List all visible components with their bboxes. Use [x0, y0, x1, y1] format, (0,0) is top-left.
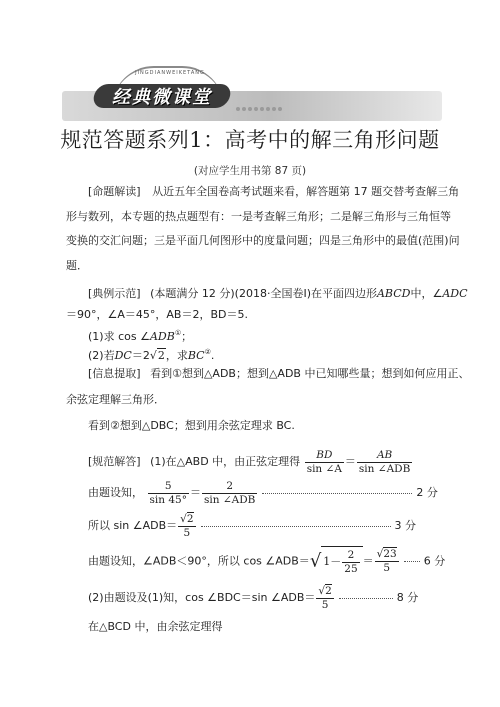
example-question-1	[88, 326, 440, 344]
score-3: 3 分	[394, 519, 417, 532]
solution-text-4: 由题设知，∠ADB＜90°，所以 cos ∠ADB＝	[88, 554, 310, 568]
banner-dots-decoration	[236, 96, 284, 115]
sqrt-value: 2	[325, 584, 332, 597]
fraction-2-over-sin-adb	[202, 480, 257, 507]
q1-text: (1)求 cos ∠	[88, 330, 150, 343]
q1-end: ；	[181, 330, 193, 343]
q2-bc: BC	[187, 349, 205, 362]
example-text-1c: 中，∠	[410, 287, 443, 300]
q2-sqrt: √2	[149, 349, 165, 362]
example-line-2: ＝90°，∠A＝45°，AB＝2，BD＝5.	[66, 308, 248, 321]
fraction-num: √23	[376, 548, 397, 560]
solution-text-2: 由题设知，	[88, 486, 143, 499]
fraction-sqrt2-over-5	[178, 513, 195, 540]
solution-text-3: 所以 sin ∠ADB＝	[88, 519, 178, 532]
score-8: 8 分	[396, 591, 419, 604]
banner-logo: 经典微课堂	[112, 87, 212, 108]
solution-text-5: (2)由题设及(1)知，cos ∠BDC＝sin ∠ADB＝	[88, 591, 316, 604]
q2-end: .	[210, 349, 215, 362]
intro-label: [命题解读]	[88, 185, 141, 198]
solution-label: [规范解答]	[88, 455, 141, 468]
q2-text-a: (2)若	[88, 349, 115, 362]
fraction-den: sin ∠ADB	[358, 462, 411, 475]
example-label: [典例示范]	[88, 287, 141, 300]
sqrt-value: 2	[186, 512, 194, 525]
fraction-den: 5	[383, 562, 391, 574]
solution-line-3	[88, 511, 440, 541]
fraction-num: √2	[180, 512, 194, 525]
q2-marker: ②	[204, 348, 211, 356]
banner-pinyin: JINGDIANWEIKETANG	[135, 70, 205, 76]
fraction-num: 2	[202, 480, 257, 494]
fraction-den: sin ∠ADB	[203, 493, 256, 506]
fraction-den: 5	[183, 526, 191, 539]
info-line-3: 看到②想到△DBC；想到用余弦定理求 BC.	[88, 419, 295, 432]
score-6: 6 分	[423, 554, 446, 568]
equals-sign: ＝	[362, 554, 374, 568]
q2-dc: DC	[114, 349, 132, 362]
fraction-den: 5	[321, 598, 329, 611]
leader-dots	[339, 598, 393, 599]
info-label: [信息提取]	[88, 367, 141, 380]
example-text-1b: ABCD	[376, 287, 411, 300]
fraction-sqrt2-over-5-b	[316, 585, 333, 612]
solution-line-1: [规范解答] (1)在△ABD 中，由正弦定理得 $\frac{BD}{\sin \angle A}$ ＝ $\frac{AB}{\text{sin ∠ADB}}$	[88, 448, 411, 475]
example-text-1d: ADC	[442, 287, 468, 300]
example-line-1	[88, 287, 468, 301]
leader-dots	[262, 493, 412, 494]
solution-line-2: 由题设知， $\frac{5}{\sin 45^\circ}$ ＝ $\frac{2}{\text{sin ∠ADB}}$ 2 分	[88, 479, 438, 506]
sqrt-expr-text: 1－	[323, 555, 342, 568]
fraction-bd-over-sin-a	[305, 449, 344, 476]
solution-text-1: (1)在△ABD 中，由正弦定理得	[150, 455, 301, 468]
q2-text-d: ，求	[165, 349, 188, 362]
fraction-num: 2	[342, 549, 359, 563]
example-text-1a: (本题满分 12 分)(2018·全国卷Ⅰ)在平面四边形	[150, 287, 377, 300]
sqrt-expression	[321, 546, 362, 577]
q1-marker: ①	[174, 329, 182, 337]
info-line-2: 余弦定理解三角形．	[66, 393, 165, 406]
example-question-2	[88, 345, 440, 363]
fraction-num: AB	[357, 449, 412, 463]
info-text-1: 看到①想到△ADB；想到△ADB 中已知哪些量；想到如何应用正、	[150, 367, 470, 380]
fraction-den: 25	[344, 562, 358, 575]
fraction-num: 5	[148, 480, 189, 494]
solution-line-5	[88, 583, 440, 613]
fraction-den: sin ∠A	[306, 462, 342, 475]
fraction-den: sin 45°	[149, 493, 187, 506]
q2-text-c: ＝2	[131, 349, 150, 362]
leader-dots	[201, 526, 391, 527]
solution-line-6: 在△BCD 中，由余弦定理得	[88, 620, 223, 633]
intro-line-4: 题．	[66, 259, 88, 272]
fraction-2-over-25	[342, 549, 359, 576]
intro-text-1: 从近五年全国卷高考试题来看，解答题第 17 题交替考查解三角	[152, 185, 460, 198]
fraction-num: BD	[305, 449, 344, 463]
page-subtitle: (对应学生用书第 87 页)	[193, 165, 307, 177]
intro-line-1	[88, 185, 460, 199]
fraction-5-over-sin45	[148, 480, 189, 507]
score-2: 2 分	[416, 486, 438, 499]
q2-sqrt-value: 2	[157, 349, 165, 362]
q1-angle: ADB	[149, 330, 175, 343]
page-title: 规范答题系列1：高考中的解三角形问题	[60, 128, 440, 152]
fraction-sqrt23-over-5	[375, 548, 399, 575]
sqrt-value: 23	[383, 548, 397, 560]
info-line-1	[88, 367, 470, 381]
fraction-num: √2	[318, 584, 332, 597]
fraction-ab-over-sin-adb	[357, 449, 412, 476]
intro-line-2: 形与数列，本专题的热点题型有：一是考查解三角形；二是解三角形与三角恒等	[66, 210, 451, 223]
leader-dots	[404, 561, 420, 562]
solution-line-4: 由题设知，∠ADB＜90°，所以 cos ∠ADB＝√ 1－ $\frac{2}{25}$ ＝ $\frac{√23}{5}$ 6 分	[88, 546, 440, 577]
intro-line-3: 变换的交汇问题；三是平面几何图形中的度量问题；四是三角形中的最值(范围)问	[66, 234, 460, 247]
